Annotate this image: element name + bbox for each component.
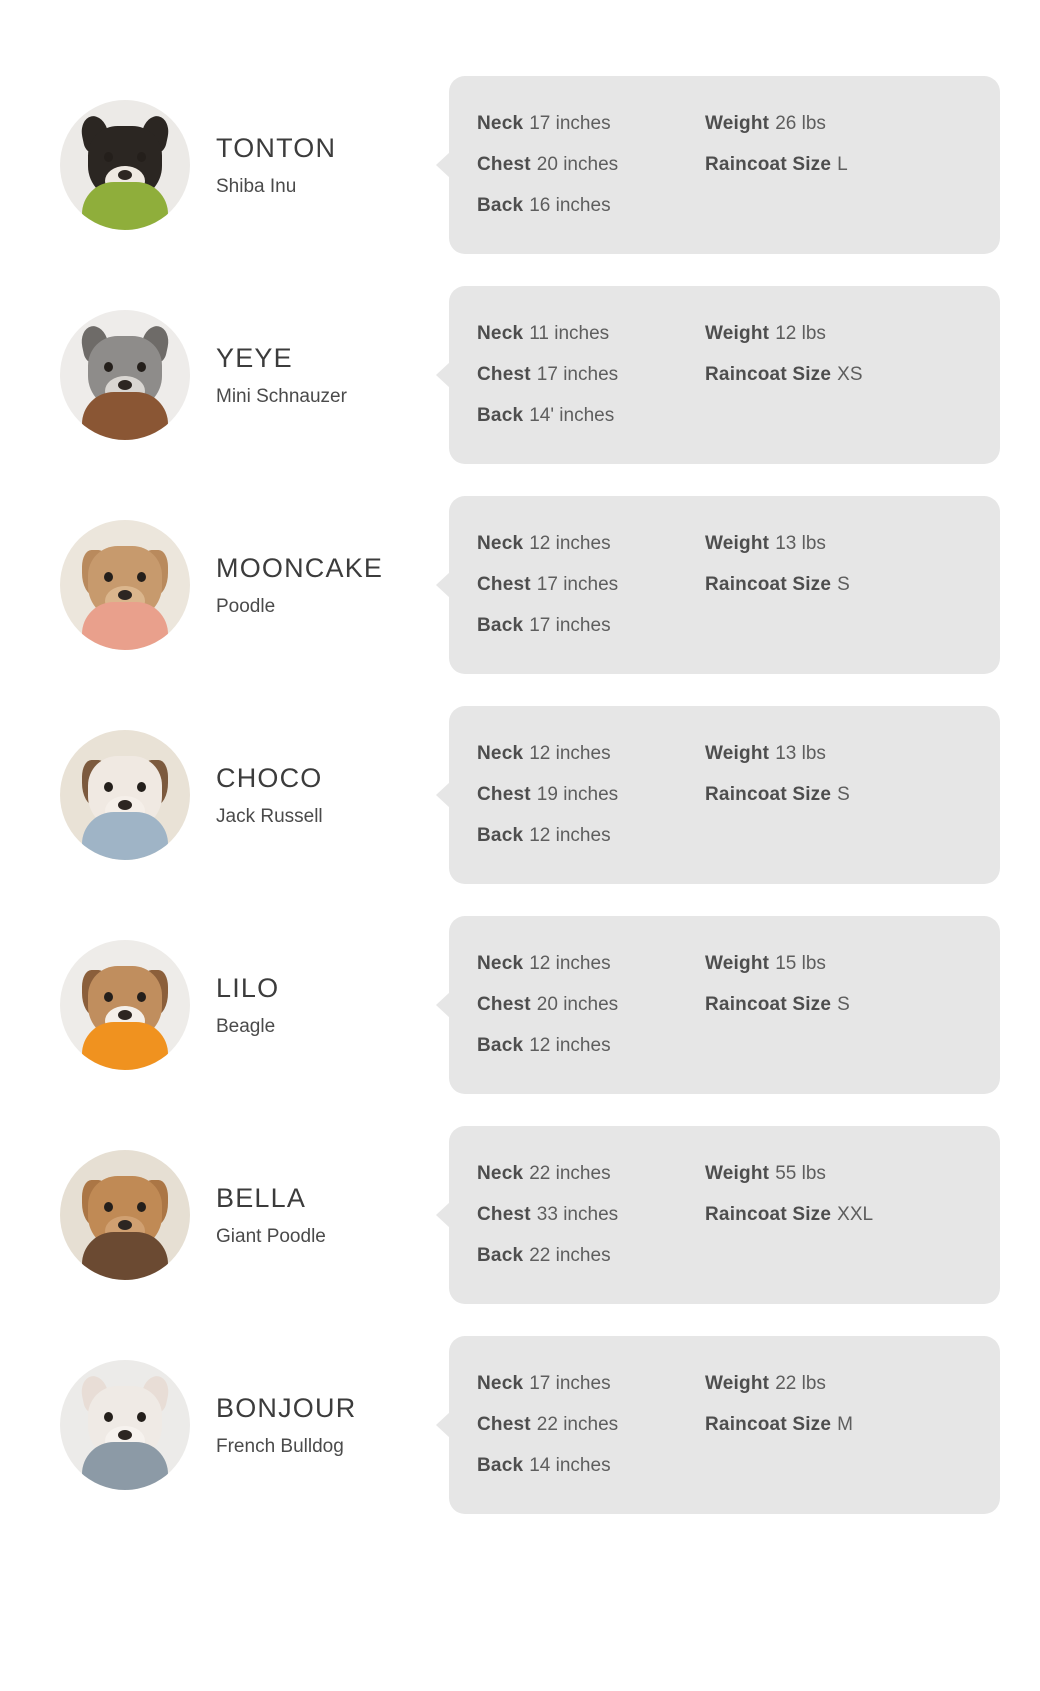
measurement-stats: [477, 533, 976, 637]
stat-chest-label: Chest: [477, 154, 531, 175]
stat-raincoat-size-label: Raincoat Size: [705, 364, 832, 385]
stat-raincoat-size: [705, 784, 976, 806]
dog-name: BONJOUR: [216, 1393, 357, 1424]
dog-eye-left-icon: [104, 782, 113, 792]
dog-identity: [190, 342, 435, 408]
dog-breed: Beagle: [216, 1015, 276, 1037]
stat-weight-label: Weight: [705, 1373, 770, 1394]
stat-weight-value: 12 lbs: [775, 323, 826, 344]
dog-breed: French Bulldog: [216, 1435, 344, 1457]
dog-identity: [190, 1392, 435, 1458]
measurement-column-right: [705, 743, 976, 847]
measurement-bubble: [449, 76, 1000, 254]
stat-weight-label: Weight: [705, 1163, 770, 1184]
stat-raincoat-size-label: Raincoat Size: [705, 1204, 832, 1225]
dog-eye-right-icon: [137, 782, 146, 792]
dog-eye-left-icon: [104, 362, 113, 372]
dog-nose-icon: [118, 590, 132, 600]
stat-raincoat-size: [705, 1414, 976, 1436]
stat-neck: [477, 533, 705, 555]
stat-neck-value: 12 inches: [529, 953, 611, 974]
list-item-tonton: [0, 60, 1040, 270]
stat-weight: [705, 533, 976, 555]
measurement-bubble: [449, 1336, 1000, 1514]
dog-portrait-icon: [60, 1150, 190, 1280]
dog-name: LILO: [216, 973, 280, 1004]
stat-back-label: Back: [477, 1035, 524, 1056]
dog-name: TONTON: [216, 133, 337, 164]
dog-eye-left-icon: [104, 992, 113, 1002]
dog-eye-right-icon: [137, 1202, 146, 1212]
stat-raincoat-size: [705, 574, 976, 596]
dog-name: CHOCO: [216, 763, 323, 794]
stat-chest-label: Chest: [477, 364, 531, 385]
stat-chest: [477, 1204, 705, 1226]
stat-chest-label: Chest: [477, 1204, 531, 1225]
measurement-column-left: [477, 1373, 705, 1477]
stat-neck-value: 17 inches: [529, 113, 611, 134]
dog-breed: Mini Schnauzer: [216, 385, 347, 407]
stat-back: [477, 1035, 705, 1057]
stat-weight-value: 26 lbs: [775, 113, 826, 134]
dog-eye-right-icon: [137, 152, 146, 162]
stat-neck-value: 22 inches: [529, 1163, 611, 1184]
stat-weight-label: Weight: [705, 323, 770, 344]
dog-portrait-icon: [60, 100, 190, 230]
stat-chest: [477, 994, 705, 1016]
stat-chest: [477, 154, 705, 176]
stat-back-value: 14' inches: [529, 405, 615, 426]
dog-clothes-icon: [82, 812, 168, 860]
stat-back-label: Back: [477, 1455, 524, 1476]
stat-weight-label: Weight: [705, 533, 770, 554]
stat-neck-label: Neck: [477, 533, 524, 554]
measurement-column-left: [477, 113, 705, 217]
measurement-column-right: [705, 113, 976, 217]
stat-raincoat-size-value: S: [837, 994, 850, 1015]
stat-back-value: 16 inches: [529, 195, 611, 216]
stat-weight-value: 15 lbs: [775, 953, 826, 974]
stat-back-value: 12 inches: [529, 825, 611, 846]
measurement-column-left: [477, 533, 705, 637]
dog-nose-icon: [118, 170, 132, 180]
measurement-column-left: [477, 953, 705, 1057]
measurement-column-right: [705, 1373, 976, 1477]
dog-name: MOONCAKE: [216, 553, 384, 584]
stat-raincoat-size: [705, 1204, 976, 1226]
dog-clothes-icon: [82, 182, 168, 230]
stat-neck-value: 12 inches: [529, 533, 611, 554]
dog-eye-left-icon: [104, 1202, 113, 1212]
stat-weight-value: 13 lbs: [775, 533, 826, 554]
stat-back: [477, 1455, 705, 1477]
dog-breed: Jack Russell: [216, 805, 323, 827]
dog-nose-icon: [118, 1430, 132, 1440]
avatar: [60, 100, 190, 230]
dog-nose-icon: [118, 800, 132, 810]
stat-chest-value: 20 inches: [536, 154, 619, 175]
dog-identity: [190, 1182, 435, 1248]
stat-weight: [705, 953, 976, 975]
stat-weight-label: Weight: [705, 953, 770, 974]
stat-raincoat-size-label: Raincoat Size: [705, 154, 832, 175]
dog-eye-right-icon: [137, 572, 146, 582]
stat-chest-value: 17 inches: [536, 364, 619, 385]
stat-chest-label: Chest: [477, 994, 531, 1015]
stat-neck-label: Neck: [477, 113, 524, 134]
dog-breed: Giant Poodle: [216, 1225, 326, 1247]
dog-eye-left-icon: [104, 572, 113, 582]
stat-neck-label: Neck: [477, 1373, 524, 1394]
stat-back-label: Back: [477, 825, 524, 846]
list-item-lilo: [0, 900, 1040, 1110]
measurement-column-left: [477, 743, 705, 847]
stat-back: [477, 1245, 705, 1267]
list-item-bonjour: [0, 1320, 1040, 1530]
measurement-bubble: [449, 706, 1000, 884]
stat-back-label: Back: [477, 1245, 524, 1266]
measurement-stats: [477, 113, 976, 217]
avatar: [60, 310, 190, 440]
stat-back-label: Back: [477, 615, 524, 636]
stat-chest-value: 33 inches: [536, 1204, 619, 1225]
stat-weight-value: 22 lbs: [775, 1373, 826, 1394]
stat-back-label: Back: [477, 405, 524, 426]
dog-clothes-icon: [82, 1022, 168, 1070]
stat-chest-label: Chest: [477, 574, 531, 595]
dog-identity: [190, 972, 435, 1038]
stat-raincoat-size-label: Raincoat Size: [705, 784, 832, 805]
stat-chest-label: Chest: [477, 1414, 531, 1435]
stat-raincoat-size: [705, 364, 976, 386]
stat-weight: [705, 1373, 976, 1395]
stat-neck-label: Neck: [477, 953, 524, 974]
measurement-column-left: [477, 1163, 705, 1267]
stat-neck: [477, 1373, 705, 1395]
stat-back-value: 14 inches: [529, 1455, 611, 1476]
measurement-stats: [477, 953, 976, 1057]
dog-nose-icon: [118, 1220, 132, 1230]
list-item-choco: [0, 690, 1040, 900]
measurement-stats: [477, 323, 976, 427]
dog-eye-right-icon: [137, 992, 146, 1002]
stat-raincoat-size: [705, 154, 976, 176]
stat-chest-value: 19 inches: [536, 784, 619, 805]
stat-back: [477, 405, 705, 427]
stat-raincoat-size-value: XS: [837, 364, 863, 385]
avatar: [60, 1150, 190, 1280]
stat-chest: [477, 574, 705, 596]
stat-neck-label: Neck: [477, 323, 524, 344]
stat-chest-label: Chest: [477, 784, 531, 805]
stat-back-value: 17 inches: [529, 615, 611, 636]
dog-clothes-icon: [82, 1442, 168, 1490]
dog-portrait-icon: [60, 520, 190, 650]
dog-name: YEYE: [216, 343, 293, 374]
dog-portrait-icon: [60, 1360, 190, 1490]
stat-raincoat-size: [705, 994, 976, 1016]
dog-identity: [190, 762, 435, 828]
stat-chest: [477, 1414, 705, 1436]
dog-identity: [190, 132, 435, 198]
measurement-column-right: [705, 323, 976, 427]
dog-identity: [190, 552, 435, 618]
dog-portrait-icon: [60, 310, 190, 440]
measurement-bubble: [449, 496, 1000, 674]
stat-back-label: Back: [477, 195, 524, 216]
list-item-bella: [0, 1110, 1040, 1320]
stat-raincoat-size-value: S: [837, 574, 850, 595]
dog-eye-left-icon: [104, 1412, 113, 1422]
avatar: [60, 940, 190, 1070]
stat-raincoat-size-value: L: [837, 154, 848, 175]
stat-neck: [477, 743, 705, 765]
avatar: [60, 520, 190, 650]
measurement-column-left: [477, 323, 705, 427]
stat-raincoat-size-label: Raincoat Size: [705, 1414, 832, 1435]
dog-clothes-icon: [82, 392, 168, 440]
measurement-column-right: [705, 953, 976, 1057]
avatar: [60, 1360, 190, 1490]
dog-eye-right-icon: [137, 1412, 146, 1422]
stat-raincoat-size-label: Raincoat Size: [705, 574, 832, 595]
stat-weight: [705, 743, 976, 765]
stat-weight: [705, 113, 976, 135]
dog-clothes-icon: [82, 602, 168, 650]
list-item-mooncake: [0, 480, 1040, 690]
stat-neck-value: 12 inches: [529, 743, 611, 764]
measurement-bubble: [449, 916, 1000, 1094]
stat-weight-value: 55 lbs: [775, 1163, 826, 1184]
stat-neck: [477, 323, 705, 345]
list-item-yeye: [0, 270, 1040, 480]
stat-weight-value: 13 lbs: [775, 743, 826, 764]
stat-weight: [705, 1163, 976, 1185]
stat-chest-value: 20 inches: [536, 994, 619, 1015]
stat-neck: [477, 953, 705, 975]
dog-eye-left-icon: [104, 152, 113, 162]
stat-chest-value: 17 inches: [536, 574, 619, 595]
measurement-stats: [477, 1373, 976, 1477]
stat-weight-label: Weight: [705, 113, 770, 134]
dog-breed: Poodle: [216, 595, 276, 617]
dog-clothes-icon: [82, 1232, 168, 1280]
measurement-stats: [477, 743, 976, 847]
stat-neck: [477, 113, 705, 135]
stat-chest: [477, 364, 705, 386]
stat-raincoat-size-value: S: [837, 784, 850, 805]
dog-eye-right-icon: [137, 362, 146, 372]
measurement-column-right: [705, 533, 976, 637]
avatar: [60, 730, 190, 860]
measurement-bubble: [449, 1126, 1000, 1304]
dog-name: BELLA: [216, 1183, 307, 1214]
dog-portrait-icon: [60, 940, 190, 1070]
dog-breed: Shiba Inu: [216, 175, 297, 197]
stat-neck: [477, 1163, 705, 1185]
stat-back-value: 12 inches: [529, 1035, 611, 1056]
stat-back: [477, 615, 705, 637]
measurement-column-right: [705, 1163, 976, 1267]
dog-nose-icon: [118, 380, 132, 390]
measurement-stats: [477, 1163, 976, 1267]
stat-neck-value: 11 inches: [529, 323, 610, 344]
stat-raincoat-size-value: M: [837, 1414, 853, 1435]
stat-back: [477, 195, 705, 217]
stat-chest-value: 22 inches: [536, 1414, 619, 1435]
dog-nose-icon: [118, 1010, 132, 1020]
stat-raincoat-size-value: XXL: [837, 1204, 874, 1225]
stat-neck-label: Neck: [477, 1163, 524, 1184]
stat-neck-value: 17 inches: [529, 1373, 611, 1394]
stat-weight-label: Weight: [705, 743, 770, 764]
dog-portrait-icon: [60, 730, 190, 860]
stat-weight: [705, 323, 976, 345]
stat-raincoat-size-label: Raincoat Size: [705, 994, 832, 1015]
stat-back: [477, 825, 705, 847]
measurement-bubble: [449, 286, 1000, 464]
stat-neck-label: Neck: [477, 743, 524, 764]
stat-back-value: 22 inches: [529, 1245, 611, 1266]
stat-chest: [477, 784, 705, 806]
